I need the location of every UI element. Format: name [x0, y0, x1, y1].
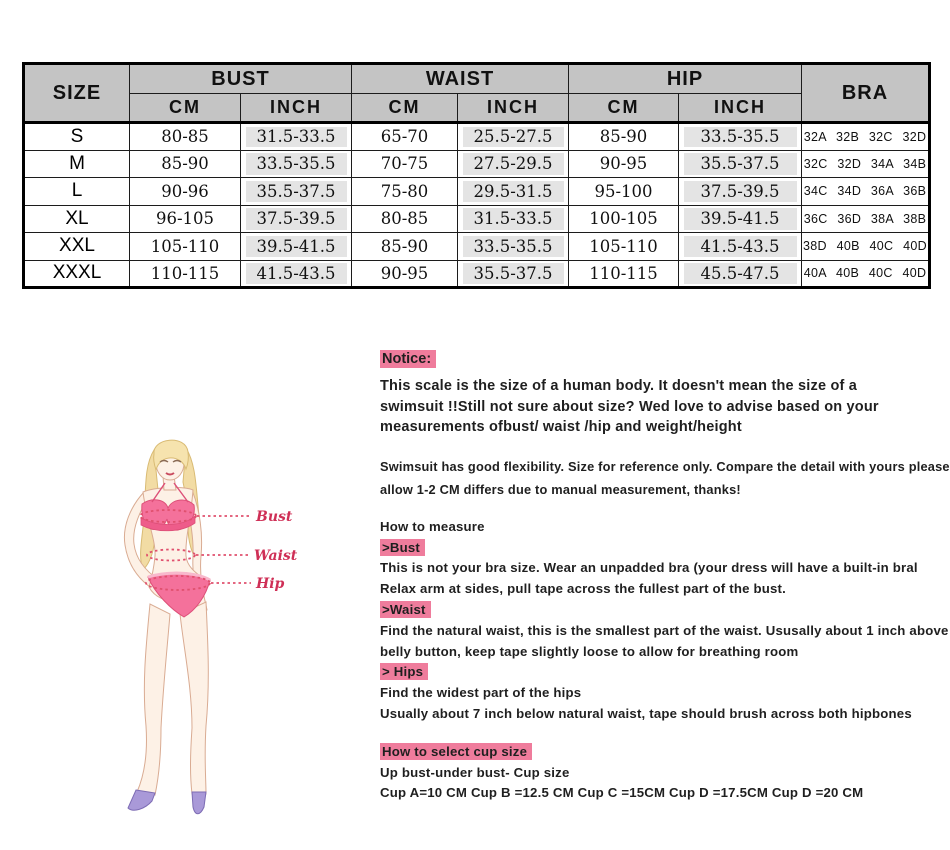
waist-cm-cell: 75-80: [352, 178, 458, 206]
table-row: [24, 123, 930, 151]
text-line: belly button, keep tape slightly loose to allow for breathing room: [380, 643, 799, 659]
waist-cm-cell: 70-75: [352, 150, 458, 178]
bust-cm-cell: 85-90: [130, 150, 241, 178]
figure-right-shoe: [192, 792, 206, 814]
body-figure-illustration: [108, 426, 348, 826]
bust-heading: >Bust: [380, 539, 425, 556]
hip-inch-cell: 33.5-35.5: [679, 123, 802, 151]
text-line: Usually about 7 inch below natural waist, tape should brush across both hipbones: [380, 705, 912, 721]
waist-label: Waist: [254, 548, 298, 564]
col-header-waist: WAIST: [352, 64, 569, 94]
size-chart-table: [22, 62, 931, 289]
text-line: swimsuit !!Still not sure about size? Wed love to advise based on your: [380, 398, 879, 415]
bra-cell: 40A 40B 40C 40D: [802, 260, 930, 288]
hip-cm-cell: 100-105: [569, 205, 679, 233]
sub-header-hip-cm: CM: [569, 94, 679, 123]
text-line: allow 1-2 CM differs due to manual measurement, thanks!: [380, 481, 741, 497]
bra-cell: 32C 32D 34A 34B: [802, 150, 930, 178]
table-row: [24, 205, 930, 233]
text-line: measurements ofbust/ waist /hip and weight/height: [380, 419, 742, 436]
sub-header-hip-inch: INCH: [679, 94, 802, 123]
waist-inch-cell: 31.5-33.5: [458, 205, 569, 233]
col-header-hip: HIP: [569, 64, 802, 94]
text-line: Relax arm at sides, pull tape across the fullest part of the bust.: [380, 581, 786, 597]
bust-inch-cell: 31.5-33.5: [241, 123, 352, 151]
hip-cm-cell: 105-110: [569, 233, 679, 261]
sub-header-waist-inch: INCH: [458, 94, 569, 123]
figure-right-leg: [180, 602, 208, 794]
size-cell: M: [24, 150, 130, 178]
bra-cell: 34C 34D 36A 36B: [802, 178, 930, 206]
hip-cm-cell: 85-90: [569, 123, 679, 151]
measurement-figure: [108, 426, 348, 826]
text-line: Swimsuit has good flexibility. Size for reference only. Compare the detail with yours please: [380, 458, 950, 474]
text-line: Cup A=10 CM Cup B =12.5 CM Cup C =15CM Cup D =17.5CM Cup D =20 CM: [380, 785, 864, 801]
hip-inch-cell: 41.5-43.5: [679, 233, 802, 261]
bust-inch-cell: 33.5-35.5: [241, 150, 352, 178]
measure-notes: [380, 349, 950, 804]
bust-inch-cell: 35.5-37.5: [241, 178, 352, 206]
waist-cm-cell: 80-85: [352, 205, 458, 233]
notice-heading: Notice:: [380, 350, 436, 368]
text-line: This scale is the size of a human body. It doesn't mean the size of a: [380, 378, 858, 394]
hip-cm-cell: 95-100: [569, 178, 679, 206]
bust-inch-cell: 39.5-41.5: [241, 233, 352, 261]
notice-heading-line: [380, 349, 936, 370]
flexibility-note: [380, 455, 950, 501]
col-header-bust: BUST: [130, 64, 352, 94]
bust-label: Bust: [256, 509, 293, 525]
hip-inch-cell: 39.5-41.5: [679, 205, 802, 233]
waist-inch-cell: 25.5-27.5: [458, 123, 569, 151]
waist-inch-cell: 33.5-35.5: [458, 233, 569, 261]
hip-inch-cell: 37.5-39.5: [679, 178, 802, 206]
how-to-measure-title: How to measure: [380, 518, 485, 534]
text-line: Find the natural waist, this is the smallest part of the waist. Ususally about 1 inch above: [380, 622, 949, 638]
size-cell: XXXL: [24, 260, 130, 288]
hip-inch-cell: 35.5-37.5: [679, 150, 802, 178]
notice-paragraph: [380, 376, 936, 438]
hips-heading: > Hips: [380, 663, 428, 680]
hip-inch-cell: 45.5-47.5: [679, 260, 802, 288]
bust-cm-cell: 110-115: [130, 260, 241, 288]
cup-size-section: [380, 742, 936, 804]
size-cell: XXL: [24, 233, 130, 261]
hip-cm-cell: 110-115: [569, 260, 679, 288]
sub-header-bust-inch: INCH: [241, 94, 352, 123]
text-line: Find the widest part of the hips: [380, 685, 582, 701]
text-line: This is not your bra size. Wear an unpadded bra (your dress will have a built-in bral: [380, 560, 918, 576]
size-cell: L: [24, 178, 130, 206]
bra-cell: 32A 32B 32C 32D: [802, 123, 930, 151]
col-header-size: SIZE: [24, 64, 130, 123]
bust-cm-cell: 80-85: [130, 123, 241, 151]
bust-inch-cell: 41.5-43.5: [241, 260, 352, 288]
table-row: [24, 178, 930, 206]
figure-left-shoe: [128, 790, 155, 810]
hip-cm-cell: 90-95: [569, 150, 679, 178]
waist-heading: >Waist: [380, 601, 431, 618]
bra-cell: 38D 40B 40C 40D: [802, 233, 930, 261]
waist-heading-line: [380, 600, 936, 621]
hip-label: Hip: [256, 576, 285, 592]
table-row: [24, 260, 930, 288]
bust-inch-cell: 37.5-39.5: [241, 205, 352, 233]
figure-left-leg: [137, 604, 170, 795]
waist-inch-cell: 29.5-31.5: [458, 178, 569, 206]
size-cell: XL: [24, 205, 130, 233]
bust-cm-cell: 105-110: [130, 233, 241, 261]
bust-heading-line: [380, 538, 936, 559]
waist-inch-cell: 27.5-29.5: [458, 150, 569, 178]
waist-cm-cell: 90-95: [352, 260, 458, 288]
cup-size-heading: How to select cup size: [380, 743, 532, 760]
bra-cell: 36C 36D 38A 38B: [802, 205, 930, 233]
bust-cm-cell: 90-96: [130, 178, 241, 206]
bust-cm-cell: 96-105: [130, 205, 241, 233]
waist-cm-cell: 65-70: [352, 123, 458, 151]
sub-header-waist-cm: CM: [352, 94, 458, 123]
how-to-measure-section: [380, 517, 949, 725]
sub-header-bust-cm: CM: [130, 94, 241, 123]
size-cell: S: [24, 123, 130, 151]
table-row: [24, 233, 930, 261]
waist-inch-cell: 35.5-37.5: [458, 260, 569, 288]
table-row: [24, 150, 930, 178]
text-line: Up bust-under bust- Cup size: [380, 764, 570, 780]
hips-heading-line: [380, 662, 936, 683]
cup-size-heading-line: [380, 742, 936, 763]
col-header-bra: BRA: [802, 64, 930, 123]
waist-cm-cell: 85-90: [352, 233, 458, 261]
